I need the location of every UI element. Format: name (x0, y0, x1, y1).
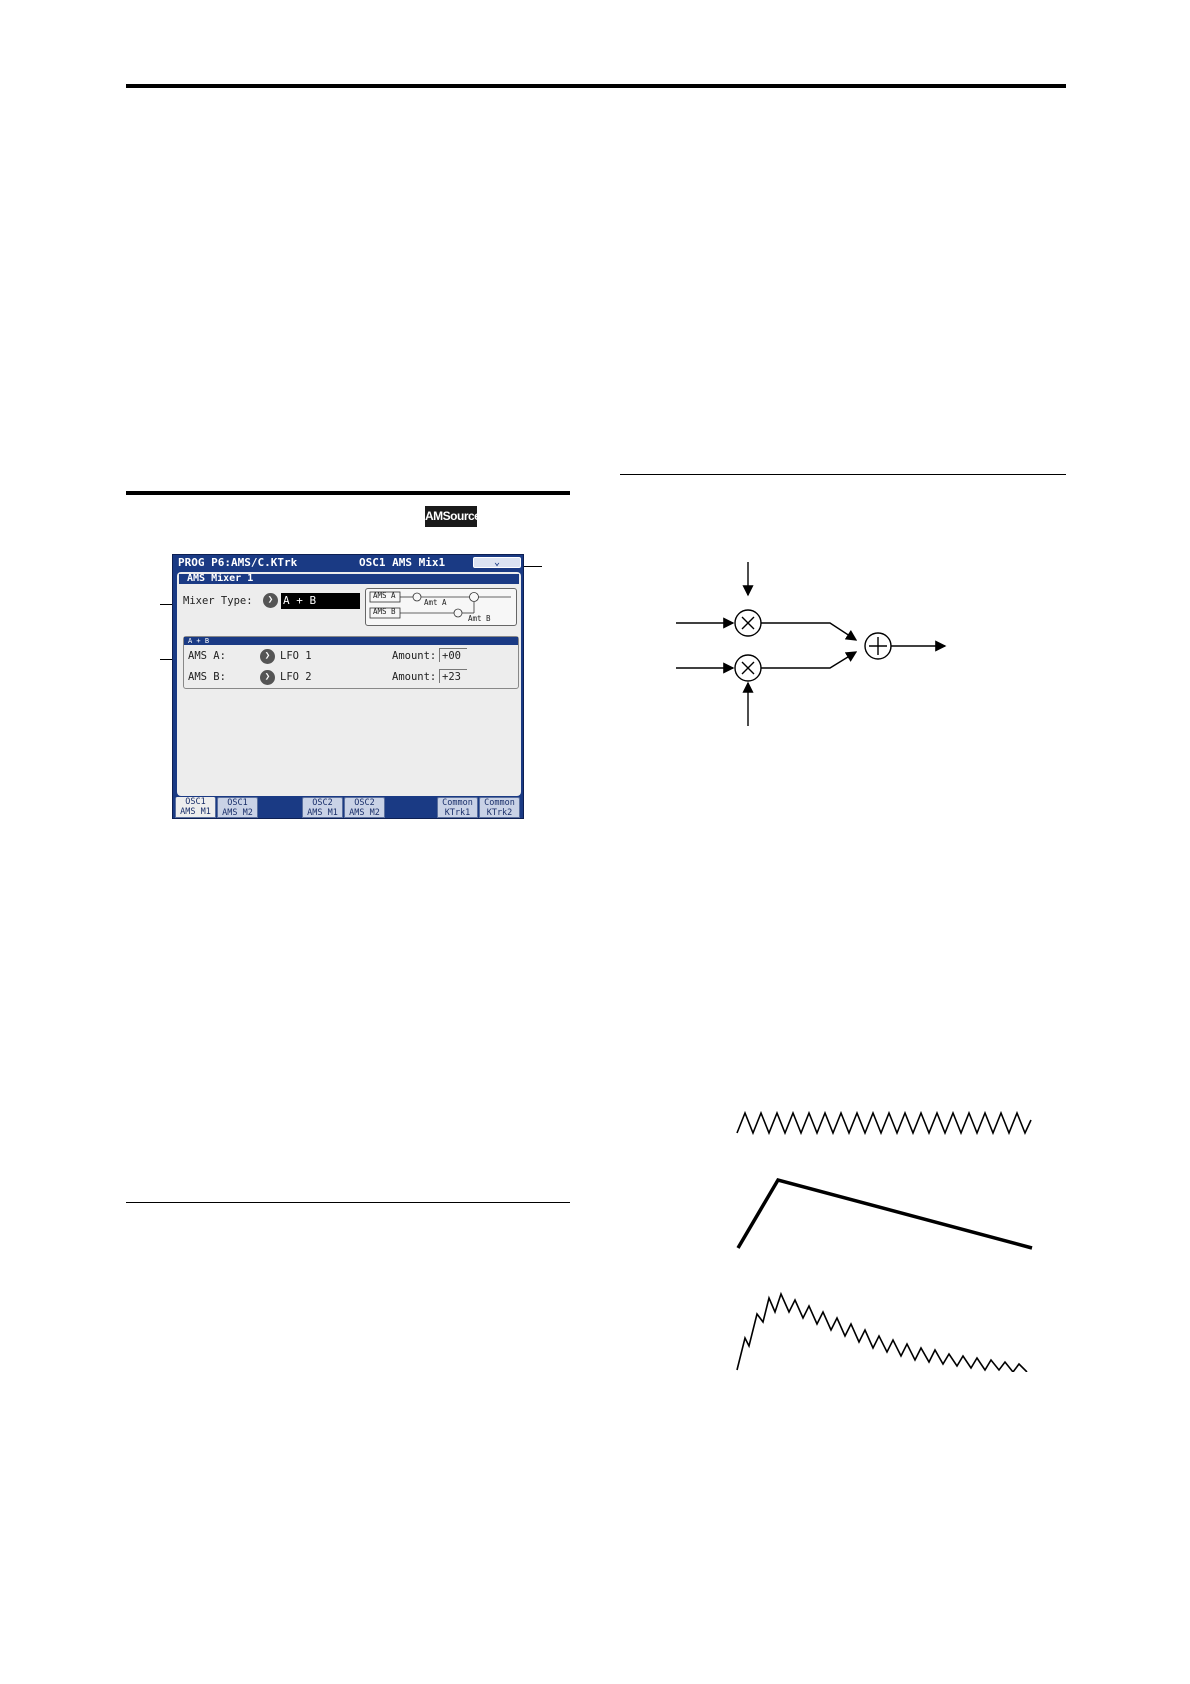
tab-osc2-ams-m2[interactable] (344, 797, 385, 818)
ams-b-source[interactable]: LFO 2 (280, 671, 312, 683)
page-menu-button[interactable] (473, 557, 521, 568)
waveform-lfo (735, 1108, 1035, 1138)
product-a-line (761, 623, 856, 640)
chevron-right-icon: ❯ (264, 672, 271, 682)
diagram-amt-a: Amt A (424, 598, 447, 607)
product-b-line (761, 652, 856, 668)
diagram-amt-b: Amt B (468, 614, 491, 623)
section-rule-left (126, 491, 570, 495)
ams-a-amount-field[interactable]: +00 (439, 648, 467, 662)
page-title: PROG P6:AMS/C.KTrk (178, 556, 298, 569)
tab-line1: OSC2 (312, 798, 333, 808)
mixed-wave (737, 1294, 1027, 1372)
ams-a-amount-label: Amount: (392, 650, 437, 662)
ams-b-amount-label: Amount: (392, 671, 437, 683)
tab-line1: Common (484, 798, 515, 808)
tab-osc2-ams-m1[interactable] (302, 797, 343, 818)
tab-osc1-ams-m2[interactable] (217, 797, 258, 818)
subsection-rule-left (126, 1202, 570, 1203)
section-title: AMS Mixer 1 (187, 573, 254, 584)
lfo-wave (737, 1113, 1031, 1133)
mixer-diagram (365, 588, 517, 626)
tab-line2: KTrk2 (486, 808, 513, 818)
ams-a-popup-button[interactable] (260, 649, 275, 664)
tab-line2: AMS M2 (349, 808, 380, 818)
lcd-body (177, 572, 521, 796)
tab-line2: AMS M1 (180, 807, 211, 817)
sub-header (184, 637, 518, 645)
mixer-type-value[interactable]: A + B (281, 593, 360, 609)
tab-line2: AMS M1 (307, 808, 338, 818)
mixer-type-popup-button[interactable] (263, 593, 278, 608)
ams-a-label: AMS A: (188, 650, 226, 662)
diagram-ams-b: AMS B (373, 607, 396, 616)
tab-line1: OSC1 (227, 798, 248, 808)
amsource-badge: AMSource (425, 506, 477, 527)
diagram-ams-a: AMS A (373, 591, 396, 600)
mixer-signal-flow-diagram (660, 560, 960, 730)
page-subtitle: OSC1 AMS Mix1 (359, 556, 446, 569)
tab-line1: OSC1 (185, 797, 206, 807)
section-header (179, 574, 519, 584)
waveform-envelope (735, 1172, 1035, 1252)
lcd-screen (172, 554, 524, 819)
section-rule-right (620, 474, 1066, 475)
ams-b-amount-field[interactable]: +23 (439, 669, 467, 683)
top-rule (126, 84, 1066, 88)
chevron-right-icon: ❯ (267, 595, 274, 605)
waveform-mixed (735, 1276, 1035, 1372)
ams-source-box (183, 636, 519, 689)
tab-line1: Common (442, 798, 473, 808)
tab-common-ktrk1[interactable] (437, 797, 478, 818)
tab-line1: OSC2 (354, 798, 375, 808)
tab-osc1-ams-m1[interactable] (175, 797, 216, 818)
sub-title: A + B (188, 637, 210, 645)
ams-a-source[interactable]: LFO 1 (280, 650, 312, 662)
page-tabs (175, 797, 521, 818)
tab-common-ktrk2[interactable] (479, 797, 520, 818)
mixer-type-label: Mixer Type: (183, 595, 253, 607)
chevron-right-icon: ❯ (264, 651, 271, 661)
chevron-down-icon: ⌄ (493, 557, 501, 568)
tab-line2: AMS M2 (222, 808, 253, 818)
ams-b-label: AMS B: (188, 671, 226, 683)
envelope-wave (738, 1180, 1032, 1248)
ams-b-popup-button[interactable] (260, 670, 275, 685)
lcd-title-bar (173, 555, 523, 571)
tab-line2: KTrk1 (444, 808, 471, 818)
